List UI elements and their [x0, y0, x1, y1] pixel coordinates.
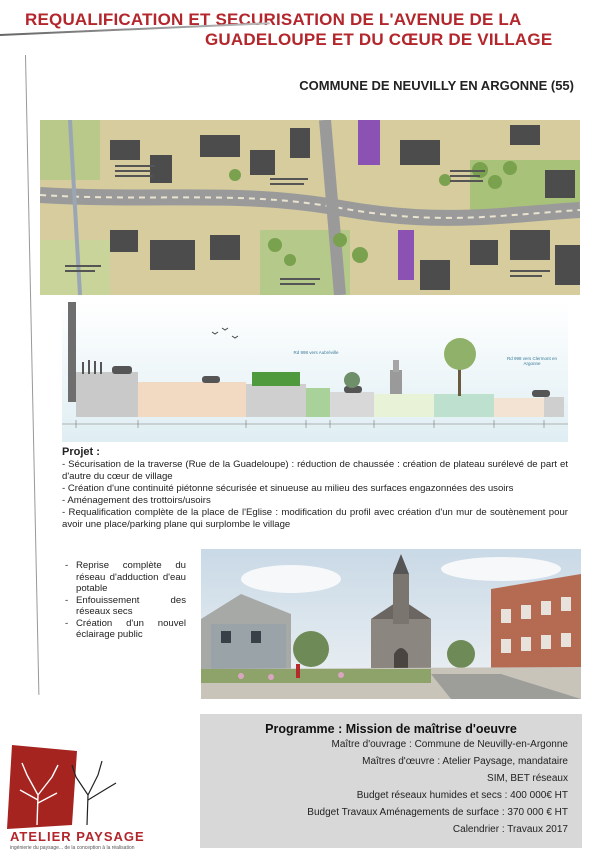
projet-heading: Projet : [62, 446, 100, 458]
tree-logo-icon [2, 745, 192, 835]
programme-line: Budget Travaux Aménagements de surface : 370 000 € HT [307, 807, 568, 818]
reseaux-item: - Création d'un nouvel éclairage public [62, 618, 186, 641]
section-label-left: Rd 998 vers Aubréville [293, 350, 339, 355]
programme-line: SIM, BET réseaux [487, 773, 568, 784]
projet-section [62, 446, 568, 531]
programme-line: Budget réseaux humides et secs : 400 000€ HT [356, 790, 568, 801]
church-render-image [201, 549, 581, 699]
projet-item: - Aménagement des trottoirs/usoirs [62, 495, 211, 506]
title-line-1: REQUALIFICATION ET SECURISATION DE L'AVENUE DE LA [25, 10, 522, 29]
church-render-drawing [201, 549, 581, 699]
reseaux-item: - Enfouissement des réseaux secs [62, 595, 186, 618]
programme-title: Programme : Mission de maîtrise d'oeuvre [265, 722, 517, 736]
logo-tagline: ingénierie du paysage... de la conception à la réalisation [10, 845, 135, 851]
title-line-2: GUADELOUPE ET DU CŒUR DE VILLAGE [205, 30, 553, 49]
commune-subtitle: COMMUNE DE NEUVILLY EN ARGONNE (55) [299, 78, 574, 93]
programme-panel [200, 714, 582, 848]
programme-line: Maître d'ouvrage : Commune de Neuvilly-en-Argonne [331, 739, 568, 750]
cross-section-image [62, 302, 568, 442]
section-label-right: Rd 998 vers Clermont en Argonne [506, 356, 558, 366]
programme-line: Calendrier : Travaux 2017 [452, 824, 568, 835]
projet-item: - Requalification complète de la place de l'Eglise : modification du profil avec création d'un mur de soutènement pour avoir une place/parking plane qui surplombe le village [62, 507, 568, 530]
reseaux-item: - Reprise complète du réseau d'adduction d'eau potable [62, 560, 186, 595]
programme-line: Maîtres d'œuvre : Atelier Paysage, mandataire [362, 756, 568, 767]
logo-brand: ATELIER PAYSAGE [10, 829, 145, 844]
cross-section-drawing [62, 302, 568, 442]
site-plan-image [40, 120, 580, 295]
site-plan-drawing [40, 120, 580, 295]
margin-line [25, 55, 39, 695]
projet-item: - Création d'une continuité piétonne sécurisée et sinueuse au milieu des surfaces engazonnées des usoirs [62, 483, 514, 494]
reseaux-list [62, 560, 186, 641]
projet-item: - Sécurisation de la traverse (Rue de la Guadeloupe) : réduction de chaussée : création de plateau surélevé de part et d'autre du cœur de village [62, 459, 568, 482]
